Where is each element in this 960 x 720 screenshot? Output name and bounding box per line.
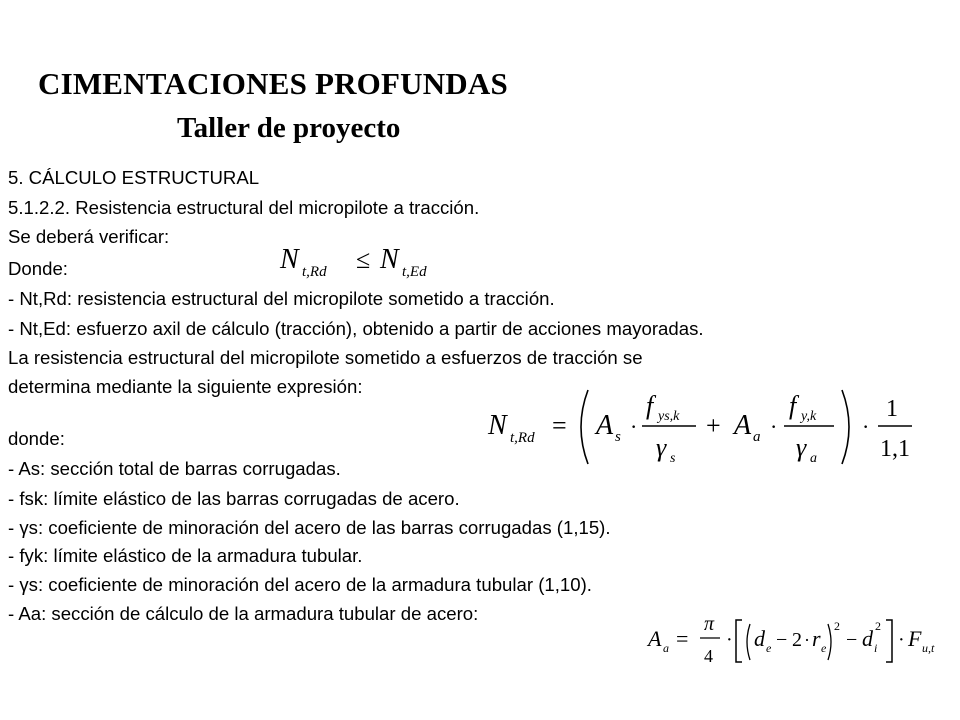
svg-text:N: N bbox=[488, 410, 507, 441]
svg-text:A: A bbox=[648, 626, 662, 651]
svg-text:1: 1 bbox=[886, 396, 898, 422]
svg-text:a: a bbox=[663, 641, 669, 655]
svg-text:d: d bbox=[862, 626, 873, 651]
section-heading: 5. CÁLCULO ESTRUCTURAL bbox=[8, 167, 260, 188]
svg-text:a: a bbox=[810, 451, 817, 466]
svg-text:+: + bbox=[706, 411, 721, 440]
svg-text:r: r bbox=[812, 626, 821, 651]
svg-text:4: 4 bbox=[704, 646, 713, 666]
svg-text:s: s bbox=[670, 451, 676, 466]
definition-gamma-a: - γs: coeficiente de minoración del acero de la armadura tubular (1,10). bbox=[8, 574, 592, 595]
tubular-section-formula bbox=[646, 606, 946, 678]
definition-nt-ed: - Nt,Ed: esfuerzo axil de cálculo (tracción), obtenido a partir de acciones mayoradas. bbox=[8, 318, 704, 339]
svg-text:·: · bbox=[804, 630, 810, 650]
svg-text:f: f bbox=[789, 391, 797, 420]
svg-text:·: · bbox=[726, 629, 733, 651]
svg-text:·: · bbox=[770, 414, 778, 439]
definition-gamma-s: - γs: coeficiente de minoración del acero de las barras corrugadas (1,15). bbox=[8, 517, 611, 538]
svg-text:≤: ≤ bbox=[356, 245, 371, 274]
svg-text:−: − bbox=[846, 629, 858, 651]
page-title: CIMENTACIONES PROFUNDAS bbox=[38, 66, 508, 101]
svg-text:·: · bbox=[862, 414, 870, 439]
svg-text:A: A bbox=[734, 410, 752, 441]
svg-text:2: 2 bbox=[834, 619, 840, 633]
svg-text:i: i bbox=[874, 641, 878, 655]
svg-text:d: d bbox=[754, 626, 765, 651]
svg-text:γ: γ bbox=[656, 433, 667, 462]
svg-text:·: · bbox=[898, 629, 905, 651]
subsection-heading: 5.1.2.2. Resistencia estructural del micropilote a tracción. bbox=[8, 197, 480, 218]
tensile-resistance-formula bbox=[484, 384, 934, 470]
svg-text:=: = bbox=[552, 411, 567, 440]
svg-text:e: e bbox=[821, 641, 827, 655]
definition-aa: - Aa: sección de cálculo de la armadura tubular de acero: bbox=[8, 603, 479, 624]
svg-text:y,k: y,k bbox=[801, 409, 817, 424]
definition-nt-rd: - Nt,Rd: resistencia estructural del micropilote sometido a tracción. bbox=[8, 288, 555, 309]
definition-fsk: - fsk: límite elástico de las barras corrugadas de acero. bbox=[8, 488, 460, 509]
svg-text:u,t: u,t bbox=[922, 641, 935, 655]
svg-text:F: F bbox=[908, 626, 922, 651]
verify-text: Se deberá verificar: bbox=[8, 226, 170, 247]
svg-text:s: s bbox=[615, 429, 621, 445]
page-subtitle: Taller de proyecto bbox=[177, 112, 401, 144]
svg-text:a: a bbox=[753, 429, 761, 445]
svg-text:ys,k: ys,k bbox=[658, 409, 680, 424]
svg-text:t,Ed: t,Ed bbox=[402, 264, 427, 280]
svg-text:N: N bbox=[280, 244, 299, 275]
svg-text:f: f bbox=[646, 391, 654, 420]
paragraph-line-2: determina mediante la siguiente expresión: bbox=[8, 376, 363, 397]
inequality-formula bbox=[276, 238, 476, 284]
svg-text:2: 2 bbox=[875, 619, 881, 633]
svg-text:−: − bbox=[776, 629, 788, 651]
definition-fyk: - fyk: límite elástico de la armadura tubular. bbox=[8, 545, 363, 566]
svg-text:·: · bbox=[630, 414, 638, 439]
svg-text:e: e bbox=[766, 641, 772, 655]
svg-text:1,1: 1,1 bbox=[880, 436, 910, 462]
svg-text:A: A bbox=[596, 410, 614, 441]
svg-text:2: 2 bbox=[792, 629, 802, 651]
svg-text:π: π bbox=[704, 613, 715, 635]
definition-as: - As: sección total de barras corrugadas. bbox=[8, 458, 341, 479]
svg-text:t,Rd: t,Rd bbox=[510, 430, 535, 446]
svg-text:=: = bbox=[676, 626, 689, 651]
where-label-2: donde: bbox=[8, 428, 65, 449]
svg-text:N: N bbox=[380, 244, 399, 275]
svg-text:t,Rd: t,Rd bbox=[302, 264, 327, 280]
where-label: Donde: bbox=[8, 258, 68, 279]
paragraph-line-1: La resistencia estructural del micropilote sometido a esfuerzos de tracción se bbox=[8, 347, 643, 368]
svg-text:γ: γ bbox=[796, 433, 807, 462]
